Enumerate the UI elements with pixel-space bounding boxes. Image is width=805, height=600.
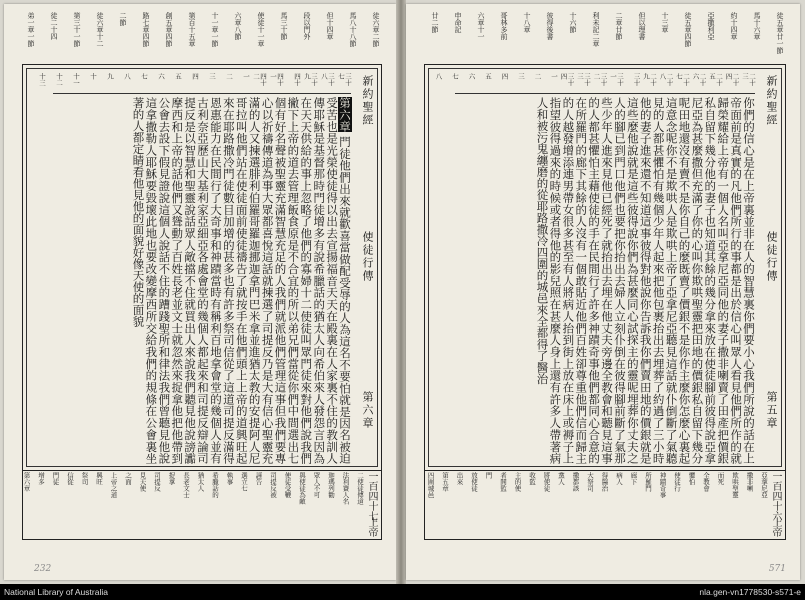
left-text-frame bbox=[22, 64, 382, 471]
right-side-margin-left bbox=[428, 71, 450, 464]
top-note: 利未記二章 bbox=[592, 12, 600, 47]
left-chapter-marker: 第六章 bbox=[338, 97, 352, 133]
right-page-number: 一百四十六 bbox=[770, 471, 781, 521]
verse-number: 一 bbox=[242, 73, 250, 80]
left-volume-mark: 上帝 bbox=[366, 517, 377, 537]
right-footnote-frame bbox=[424, 469, 786, 540]
footnote-column: 見天使 bbox=[138, 472, 147, 492]
right-page bbox=[406, 4, 800, 580]
footnote-column: 眾人不可 bbox=[312, 472, 321, 498]
footnote-column: 信從 bbox=[66, 472, 74, 485]
footnote-column: 而死 bbox=[716, 472, 725, 485]
footnote-column: 第六章 bbox=[22, 472, 31, 492]
top-note: 但十四章 bbox=[326, 12, 334, 40]
left-side-book-name: 使徒行傳 bbox=[361, 231, 374, 283]
footnote-column: 長老文士 bbox=[182, 472, 190, 498]
top-note: 徒六章二節 bbox=[372, 12, 380, 47]
top-note: 十一章一節 bbox=[211, 12, 219, 47]
top-note: 徒五章四節 bbox=[684, 12, 692, 47]
archive-footer-bar bbox=[0, 584, 805, 600]
footer-library-name: National Library of Australia bbox=[4, 587, 108, 597]
verse-number: 三十二 bbox=[592, 73, 608, 86]
footnote-column: 司提反 bbox=[153, 472, 161, 492]
top-note: 路七章四節 bbox=[142, 12, 150, 47]
footnote-column: 司提反被 bbox=[269, 472, 277, 498]
footnote-column: 撒非喇 bbox=[745, 472, 754, 492]
verse-number: 三 bbox=[517, 73, 525, 80]
footnote-column: 門徒 bbox=[51, 472, 60, 485]
footnote-column: 懼怕 bbox=[687, 472, 696, 485]
top-note: 弟一章一節 bbox=[27, 12, 35, 47]
top-note: 徒二十四 bbox=[50, 12, 58, 40]
footnote-column: 祭司 bbox=[80, 472, 89, 485]
verse-number: 六 bbox=[157, 73, 165, 80]
top-note: 二章廿節 bbox=[615, 12, 623, 40]
right-body-text bbox=[455, 97, 755, 464]
left-side-book-title: 新約聖經 bbox=[361, 75, 374, 127]
footnote-column: 與使徒為敵 bbox=[298, 472, 306, 505]
verse-number: 二十三 bbox=[741, 73, 756, 86]
verse-number: 九 bbox=[106, 73, 114, 80]
verse-number: 四 bbox=[500, 73, 509, 80]
footnote-column: 放使徒 bbox=[470, 472, 478, 492]
footnote-column: 將使徒 bbox=[542, 472, 551, 492]
verse-number: 一 bbox=[550, 73, 558, 80]
top-note: 二節 bbox=[119, 12, 127, 26]
footnote-column: 收監 bbox=[528, 472, 536, 485]
footnote-column: 增多 bbox=[37, 472, 45, 485]
right-side-margin-right bbox=[760, 71, 782, 464]
right-top-notes bbox=[424, 12, 786, 60]
verse-number: 二十七 bbox=[675, 73, 690, 86]
left-side-margin-left bbox=[26, 71, 48, 464]
footnote-column: 出來 bbox=[455, 472, 464, 485]
verse-number: 七 bbox=[451, 73, 459, 80]
footnote-column: 執事 bbox=[225, 472, 234, 485]
left-side-chapter: 第六章 bbox=[361, 391, 374, 430]
top-note: 馬三十節 bbox=[280, 12, 288, 40]
footnote-column: 法利賽人名 bbox=[341, 472, 350, 505]
top-note: 哥林多前 bbox=[500, 12, 508, 40]
footnote-column: 希臘話的 bbox=[211, 472, 219, 498]
top-note: 徒六章十二 bbox=[96, 12, 104, 47]
footnote-column: 之面 bbox=[124, 472, 132, 485]
footnote-column: 病人 bbox=[615, 472, 623, 485]
top-note: 創五章四節 bbox=[165, 12, 173, 47]
verse-number: 三十四 bbox=[559, 73, 575, 86]
verse-number: 二 bbox=[533, 73, 542, 80]
footnote-column: 上帝之道 bbox=[109, 472, 118, 498]
right-volume-mark: 上帝 bbox=[770, 517, 781, 537]
verse-number: 十三 bbox=[38, 73, 46, 86]
right-verse-number-row bbox=[434, 71, 756, 94]
footnote-column: 亞拿尼亞 bbox=[760, 472, 768, 498]
footnote-column: 使徒行 bbox=[673, 472, 681, 492]
top-note: 約十四章 bbox=[730, 12, 738, 40]
footnote-column: 撒都該 bbox=[571, 472, 580, 492]
footnote-column: 使徒受鞭 bbox=[283, 472, 292, 498]
footnote-column: 廊下 bbox=[629, 472, 638, 485]
verse-number: 六 bbox=[467, 73, 476, 80]
top-note: 十八章 bbox=[523, 12, 531, 33]
top-note: 徒五章廿一節 bbox=[776, 12, 784, 54]
verse-number: 三十七 bbox=[337, 73, 352, 86]
footnote-column: 所羅門 bbox=[644, 472, 652, 492]
left-verse-number-row bbox=[38, 71, 352, 94]
right-side-book-title: 新約聖經 bbox=[765, 75, 778, 127]
verse-number: 三十一 bbox=[609, 73, 624, 86]
footnote-column: 大祭司 bbox=[586, 472, 594, 492]
verse-number: 十二 bbox=[55, 73, 63, 86]
footnote-column: 猶太人 bbox=[196, 472, 205, 492]
verse-number: 八 bbox=[434, 73, 443, 80]
footnote-column: 選立七 bbox=[240, 472, 248, 492]
footnote-column: 門 bbox=[484, 472, 493, 479]
footer-item-id: nla.gen-vn1778530-s571-e bbox=[699, 587, 801, 597]
top-note: 彼得後書 bbox=[546, 12, 554, 40]
footnote-column: 第五章 bbox=[441, 472, 449, 492]
verse-number: 三十 bbox=[632, 73, 641, 86]
verse-number: 七 bbox=[140, 73, 148, 80]
left-footnote-frame bbox=[22, 469, 382, 540]
left-page bbox=[4, 4, 396, 580]
verse-number: 三十八 bbox=[320, 73, 335, 86]
footnote-column: 興旺 bbox=[95, 472, 103, 485]
top-note: 第百十五章 bbox=[188, 12, 196, 47]
verse-number: 四 bbox=[191, 73, 199, 80]
footnote-column: 得醫治 bbox=[600, 472, 609, 492]
left-body-text bbox=[53, 97, 351, 464]
left-body-content: 門徒他們出來就歡喜當做配受辱的人為這名不要怕就是因名被迫受苦也是光榮使徒得以出去宣揚福音天天在殿裏在人家裏不住的教訓人傳耶穌是基督那時門徒增多有說希臘話的猶太人向希伯來人發怨言因為在天天供給的事上忽略了他們的寡婦十二使徒叫眾門徒來對他們說我們撇下上帝的道去管理飯食原是不合宜的所以弟兄們當從你們中間選出七個有好名聲被聖靈充滿智慧充足的人我們就派他們管理這事但我們要專心以祈禱傳道為事大眾都喜悅這話就揀選了司提反乃是大有信心聖靈充滿的人又揀選腓利伯羅哥羅迦挪迦拿門巴米拿並進猶太教的安提阿人尼哥拉叫他們站在使徒面前使徒禱告了就按手在他們頭上上帝的道興旺起來在耶路撒冷門徒數目加增的甚多也有許多祭司信從了這道司提反滿得恩惠能力在民間行了大奇事和神蹟當時有稱利百地拿會堂的幾個人並有古利奈亞歷山大基利家亞細亞各處會堂的幾個人都起來和司提反辯論司提反是以智慧和聖靈說話眾人敵擋不住就買出人來說我們聽見他說謗讟摩西和上帝的話他們又聳動了百姓長老並文士就忽然來捉拿他把他帶到公會去設下假見證說這個人說話不住的蹧踐聖所和律法我們曾聽見他說這拿撒勒人耶穌要毀壞此地也要改變摩西所交給我們的規條在公會裏坐著的人都定睛看他見他的面貌好像天使的面貌 bbox=[131, 97, 352, 465]
top-note: 段以門外 bbox=[303, 12, 311, 40]
verse-number: 四十 bbox=[293, 73, 301, 86]
top-note: 馬十六章 bbox=[753, 12, 761, 40]
footnote-column: 全教會 bbox=[702, 472, 710, 492]
footnote-column: 迦瑪列勸 bbox=[327, 472, 335, 498]
verse-number: 二十八 bbox=[658, 73, 674, 86]
right-pencil-mark: 571 bbox=[768, 564, 786, 574]
verse-number: 四十一 bbox=[269, 73, 284, 86]
verse-number: 二 bbox=[225, 73, 233, 80]
left-page-number: 一百四十七 bbox=[366, 471, 377, 521]
footnote-column: 誣告 bbox=[254, 472, 263, 485]
right-side-book-name: 使徒行傳 bbox=[765, 231, 778, 283]
left-top-notes bbox=[22, 12, 382, 60]
left-pencil-mark: 232 bbox=[34, 564, 52, 574]
top-note: 十六節 bbox=[569, 12, 577, 33]
right-side-chapter: 第五章 bbox=[765, 391, 778, 430]
book-gutter bbox=[396, 0, 406, 584]
verse-number: 四十二 bbox=[252, 73, 267, 86]
verse-number: 二十四 bbox=[724, 73, 740, 86]
verse-number: 五 bbox=[174, 73, 182, 80]
footnote-column: 捉拿 bbox=[167, 472, 176, 485]
top-note: 廿二節 bbox=[431, 12, 439, 33]
top-note: 六章八節 bbox=[234, 12, 242, 40]
verse-number: 二十六 bbox=[691, 73, 707, 86]
footnote-column: 四圍城邑 bbox=[426, 472, 435, 498]
footnote-column: 欺哄聖靈 bbox=[731, 472, 739, 498]
footnote-column: 黨人 bbox=[557, 472, 565, 485]
footnote-column: 二使徒傳道 bbox=[356, 472, 364, 505]
top-note: 申命記 bbox=[454, 12, 462, 33]
verse-number: 二十九 bbox=[642, 73, 657, 86]
top-note: 亞撒利亞 bbox=[707, 12, 715, 40]
verse-number: 八 bbox=[123, 73, 131, 80]
top-note: 十三章 bbox=[661, 12, 669, 33]
verse-number: 三 bbox=[208, 73, 216, 80]
footnote-column: 者開監 bbox=[499, 472, 507, 492]
verse-number: 二十五 bbox=[708, 73, 723, 86]
verse-number: 三十九 bbox=[303, 73, 318, 86]
verse-number: 五 bbox=[484, 73, 492, 80]
left-side-margin-right bbox=[356, 71, 378, 464]
top-note: 但以理書 bbox=[638, 12, 646, 40]
top-note: 馬八十八節 bbox=[349, 12, 357, 47]
verse-number: 十一 bbox=[72, 73, 80, 86]
right-body-content: 你們的信心是在上帝裏並非在人的智慧裏你們要小心我們所說的話在上帝面前是真實的凡他們所行的事都是出於信心叫眾人看見他們所作的就歸榮耀給上帝有一個人名叫亞拿尼亞同他的妻子撒非喇賣了田產把價銀私自留下幾分他的妻子也知道其餘的幾分拿來放在使徒腳前彼得說亞拿尼亞為甚麼撒但充滿了你的心叫你欺哄聖靈把田地的價銀私自留下幾分呢田地還沒有賣不是你自己的麼既賣了價銀不是你作主麼你怎麼心裏起這意念呢你不是欺哄人是欺哄上帝了亞拿尼亞聽見這話就仆倒斷了氣聽見的人都甚懼怕有幾個少年人起來把他包裹抬出去埋葬了約過了三小時他的妻子進來還不知道這事彼得對他說你告訴我你們賣田地的價銀就是這些麼他說就是這些彼得說你們為甚麼同心試探主的靈呢埋葬你丈夫之人的腳已到門口他們也要把你抬出去婦人立刻仆倒在彼得腳前斷了氣那些少年人進來見他已經死了就抬出去埋在他丈夫旁邊全教會和聽見這事的人都甚懼怕主藉使徒的手在民間行了許多神蹟奇事他們都同心合意的在所羅門的廊下其餘的人沒有一個敢貼近他們百姓卻尊重他們信而歸主的人越發增添連男帶女很多甚至有人將病人抬到街上放在床上或褥子上指望彼得過來的時候或者得他的影兒照在甚麼人身上還有許多人帶著病人和被污鬼纏磨的從耶路撒冷四圍的城邑來全都得了醫治 bbox=[535, 97, 756, 464]
top-note: 使徒十一章 bbox=[257, 12, 265, 47]
verse-number: 三十三 bbox=[576, 73, 591, 86]
footnote-column: 主的使 bbox=[513, 472, 522, 492]
top-note: 第三十一節 bbox=[73, 12, 81, 47]
top-note: 六章十一 bbox=[477, 12, 485, 40]
verse-number: 十 bbox=[89, 73, 97, 80]
footnote-column: 神蹟奇事 bbox=[658, 472, 667, 498]
right-text-frame bbox=[424, 64, 786, 471]
